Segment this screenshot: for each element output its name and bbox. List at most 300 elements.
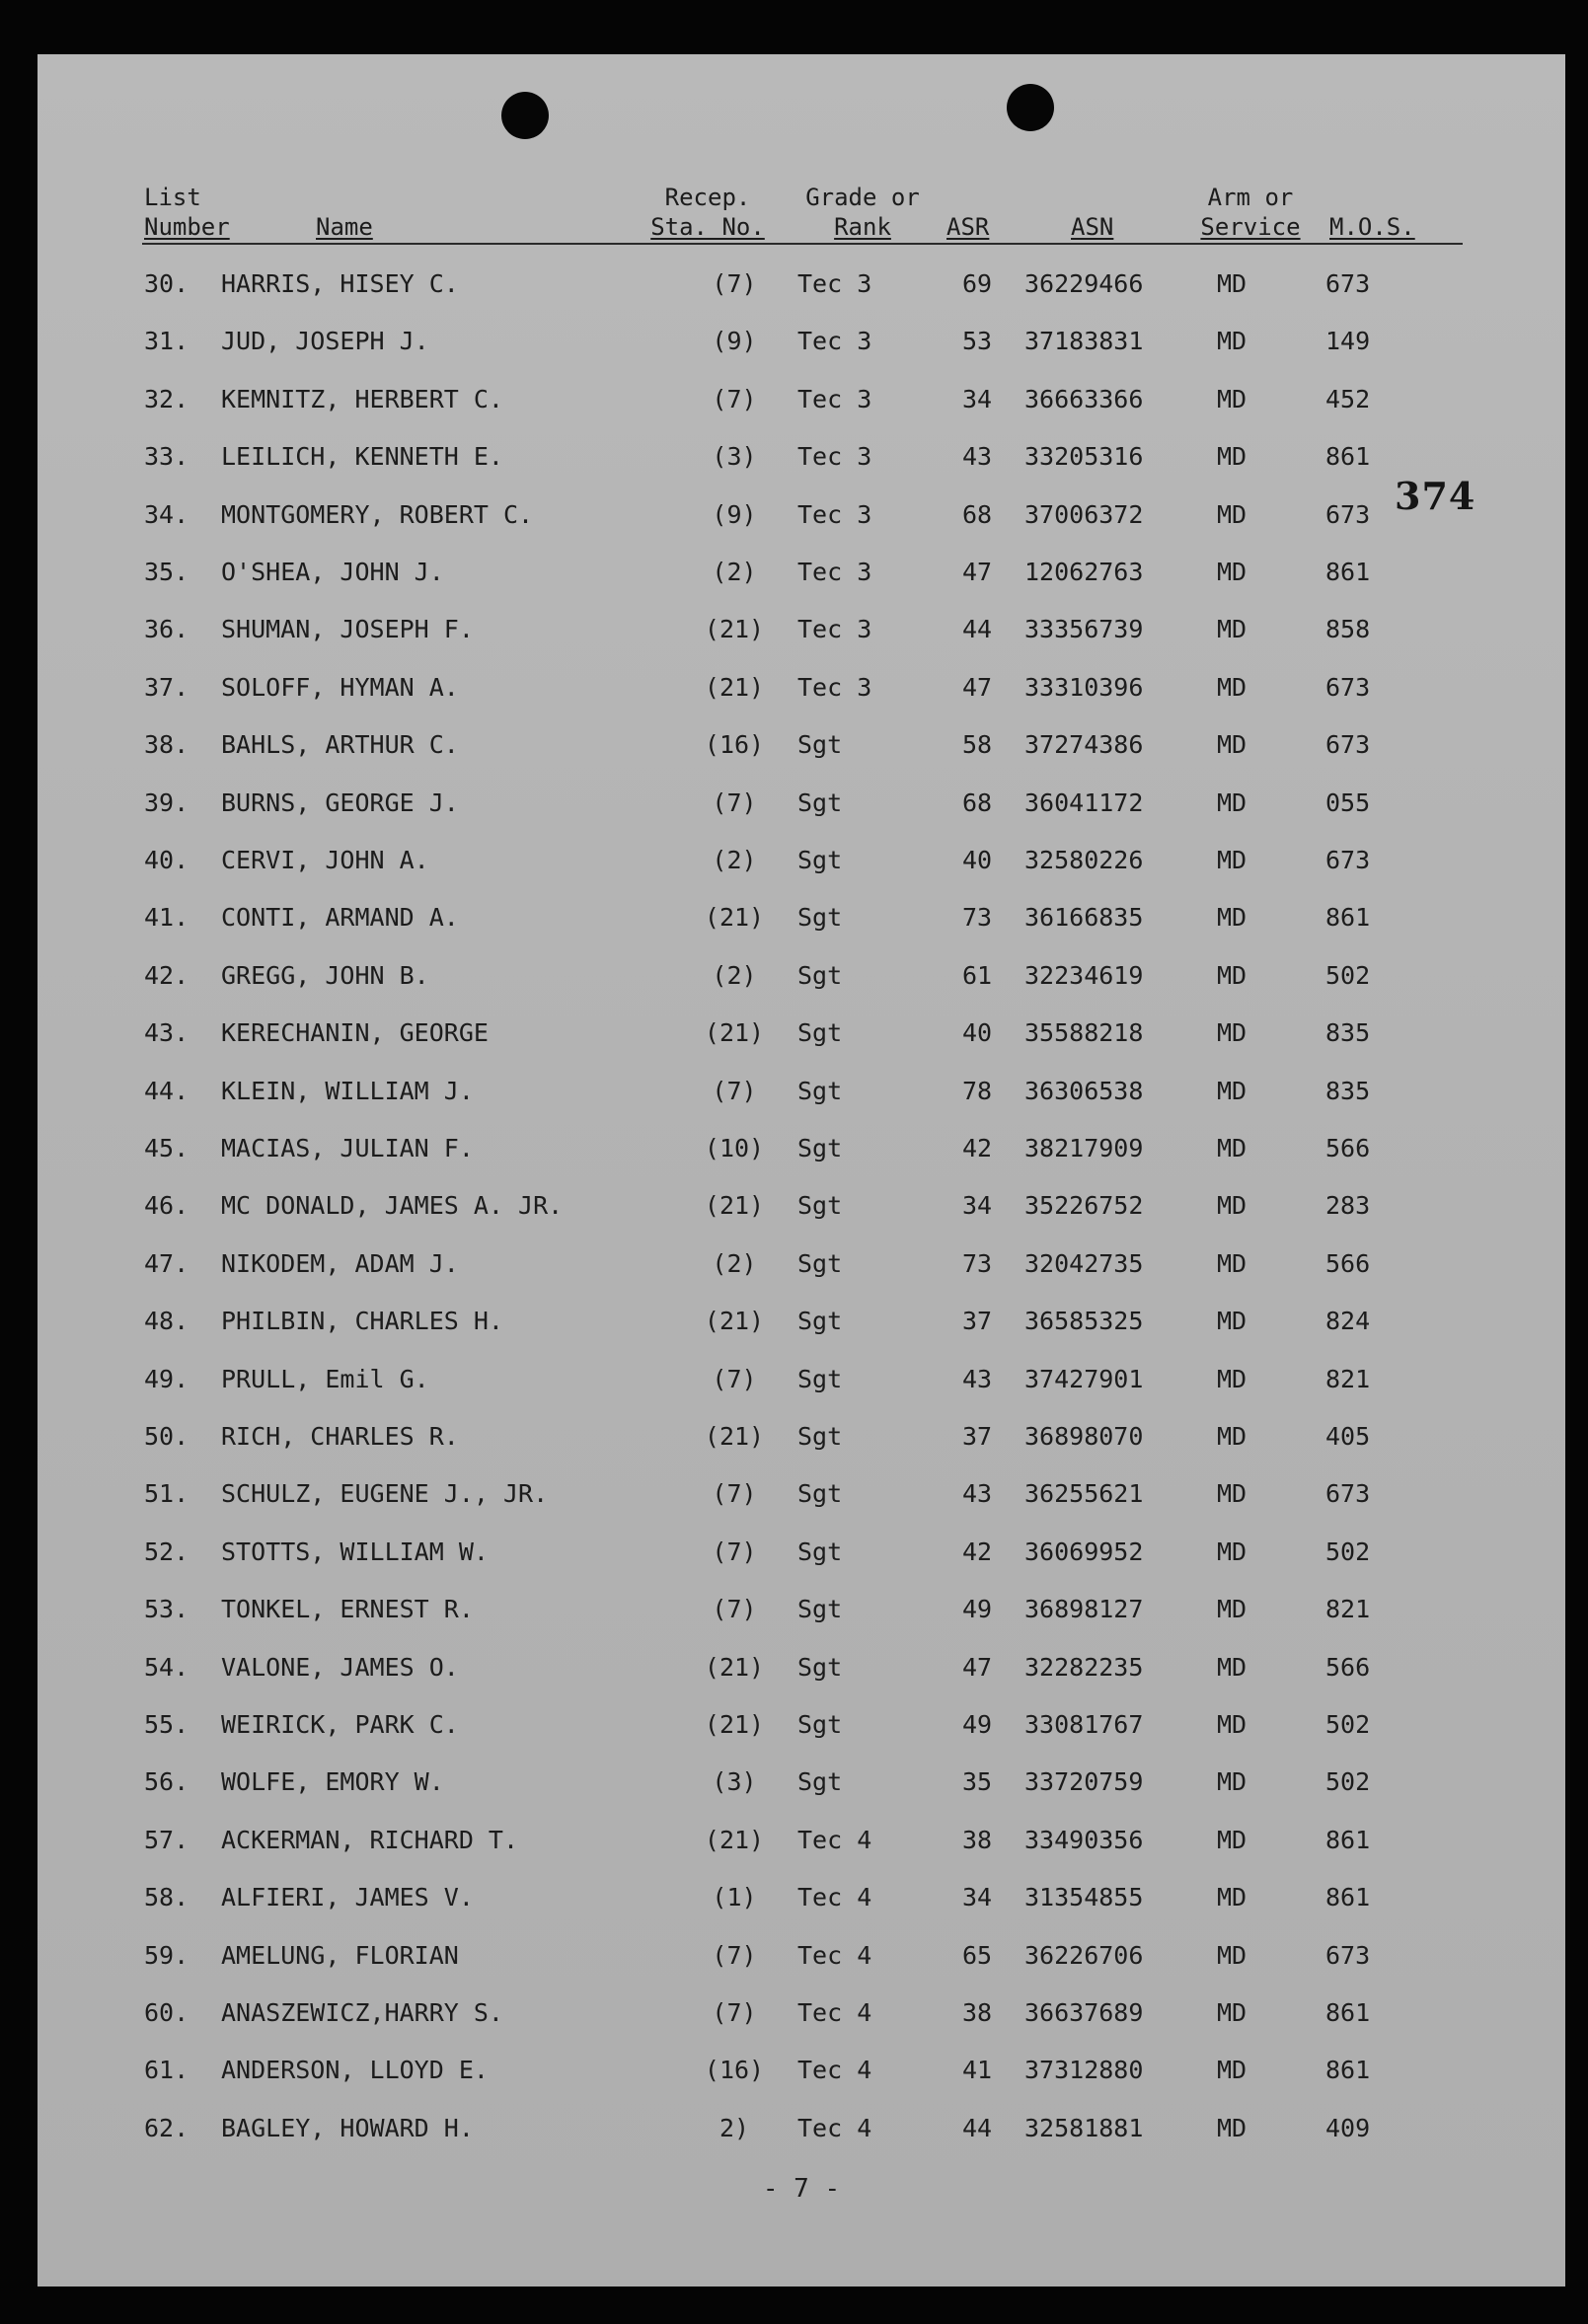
- list-number-cell: 36.: [144, 615, 189, 644]
- army-serial-number-cell: 36069952: [1024, 1537, 1144, 1566]
- mos-code-cell: 858: [1325, 615, 1371, 644]
- punch-hole-right: [1007, 84, 1054, 131]
- reception-station-cell: (7): [712, 1595, 757, 1624]
- asr-score-cell: 40: [961, 846, 993, 874]
- asr-score-cell: 34: [961, 384, 993, 413]
- asr-score-cell: 34: [961, 1191, 993, 1221]
- name-cell: ANDERSON, LLOYD E.: [221, 2056, 489, 2085]
- arm-service-cell: MD: [1217, 672, 1248, 702]
- reception-station-cell: (2): [712, 1248, 757, 1278]
- arm-service-cell: MD: [1217, 1940, 1248, 1970]
- table-row: [38, 1533, 1565, 1572]
- name-cell: TONKEL, ERNEST R.: [221, 1595, 474, 1624]
- list-number-cell: 52.: [144, 1537, 189, 1566]
- mos-code-cell: 673: [1325, 269, 1371, 298]
- table-row: [38, 1590, 1565, 1629]
- reception-station-cell: (7): [712, 269, 757, 298]
- table-row: [38, 1360, 1565, 1399]
- grade-rank-cell: Sgt: [797, 1248, 843, 1278]
- reception-station-cell: (9): [712, 327, 757, 356]
- arm-service-cell: MD: [1217, 442, 1248, 472]
- mos-code-cell: 861: [1325, 1998, 1371, 2027]
- header-grade-rank: Grade or Rank: [805, 184, 920, 241]
- reception-station-cell: (16): [704, 2056, 765, 2085]
- page-stamp-number: 374: [1395, 474, 1476, 518]
- table-row: [38, 1129, 1565, 1168]
- reception-station-cell: (21): [704, 1191, 765, 1221]
- reception-station-cell: (21): [704, 1652, 765, 1682]
- reception-station-cell: 2): [718, 2113, 750, 2142]
- grade-rank-cell: Sgt: [797, 1364, 843, 1393]
- reception-station-cell: (7): [712, 1479, 757, 1509]
- mos-code-cell: 055: [1325, 787, 1371, 817]
- army-serial-number-cell: 32282235: [1024, 1652, 1144, 1682]
- army-serial-number-cell: 33310396: [1024, 672, 1144, 702]
- grade-rank-cell: Tec 4: [797, 1825, 872, 1854]
- table-row: [38, 1936, 1565, 1976]
- asr-score-cell: 78: [961, 1076, 993, 1105]
- list-number-cell: 49.: [144, 1364, 189, 1393]
- mos-code-cell: 821: [1325, 1364, 1371, 1393]
- mos-code-cell: 502: [1325, 960, 1371, 990]
- reception-station-cell: (2): [712, 558, 757, 586]
- name-cell: WEIRICK, PARK C.: [221, 1710, 459, 1739]
- header-asn: ASN: [1071, 213, 1114, 241]
- grade-rank-cell: Tec 3: [797, 384, 872, 413]
- mos-code-cell: 673: [1325, 730, 1371, 760]
- mos-code-cell: 673: [1325, 672, 1371, 702]
- arm-service-cell: MD: [1217, 1825, 1248, 1854]
- army-serial-number-cell: 37312880: [1024, 2056, 1144, 2085]
- name-cell: BAGLEY, HOWARD H.: [221, 2113, 474, 2142]
- grade-rank-cell: Sgt: [797, 1076, 843, 1105]
- name-cell: BAHLS, ARTHUR C.: [221, 730, 459, 760]
- list-number-cell: 44.: [144, 1076, 189, 1105]
- table-row: [38, 1244, 1565, 1284]
- reception-station-cell: (21): [704, 1307, 765, 1336]
- grade-rank-cell: Tec 3: [797, 442, 872, 472]
- arm-service-cell: MD: [1217, 1248, 1248, 1278]
- grade-rank-cell: Sgt: [797, 1307, 843, 1336]
- grade-rank-cell: Sgt: [797, 1710, 843, 1739]
- document-page: [38, 54, 1565, 2287]
- army-serial-number-cell: 32581881: [1024, 2113, 1144, 2142]
- grade-rank-cell: Sgt: [797, 960, 843, 990]
- army-serial-number-cell: 36226706: [1024, 1940, 1144, 1970]
- table-row: [38, 1474, 1565, 1514]
- grade-rank-cell: Sgt: [797, 1652, 843, 1682]
- army-serial-number-cell: 37274386: [1024, 730, 1144, 760]
- arm-service-cell: MD: [1217, 384, 1248, 413]
- list-number-cell: 47.: [144, 1248, 189, 1278]
- header-asr: ASR: [946, 213, 990, 241]
- name-cell: MC DONALD, JAMES A. JR.: [221, 1191, 564, 1221]
- list-number-cell: 48.: [144, 1307, 189, 1336]
- army-serial-number-cell: 33490356: [1024, 1825, 1144, 1854]
- asr-score-cell: 41: [961, 2056, 993, 2085]
- name-cell: PRULL, Emil G.: [221, 1364, 429, 1393]
- table-row: [38, 264, 1565, 304]
- name-cell: SHUMAN, JOSEPH F.: [221, 615, 474, 644]
- name-cell: CONTI, ARMAND A.: [221, 903, 459, 933]
- arm-service-cell: MD: [1217, 2113, 1248, 2142]
- name-cell: SCHULZ, EUGENE J., JR.: [221, 1479, 549, 1509]
- army-serial-number-cell: 36898070: [1024, 1422, 1144, 1451]
- name-cell: HARRIS, HISEY C.: [221, 269, 459, 298]
- reception-station-cell: (7): [712, 1940, 757, 1970]
- asr-score-cell: 65: [961, 1940, 993, 1970]
- arm-service-cell: MD: [1217, 960, 1248, 990]
- army-serial-number-cell: 32580226: [1024, 846, 1144, 874]
- table-row: [38, 2109, 1565, 2148]
- list-number-cell: 41.: [144, 903, 189, 933]
- list-number-cell: 39.: [144, 787, 189, 817]
- list-number-cell: 46.: [144, 1191, 189, 1221]
- grade-rank-cell: Sgt: [797, 1479, 843, 1509]
- arm-service-cell: MD: [1217, 787, 1248, 817]
- grade-rank-cell: Sgt: [797, 846, 843, 874]
- name-cell: MACIAS, JULIAN F.: [221, 1134, 474, 1162]
- asr-score-cell: 38: [961, 1998, 993, 2027]
- list-number-cell: 42.: [144, 960, 189, 990]
- asr-score-cell: 43: [961, 1364, 993, 1393]
- name-cell: ACKERMAN, RICHARD T.: [221, 1825, 519, 1854]
- army-serial-number-cell: 33720759: [1024, 1767, 1144, 1797]
- grade-rank-cell: Sgt: [797, 903, 843, 933]
- army-serial-number-cell: 37006372: [1024, 499, 1144, 529]
- asr-score-cell: 73: [961, 1248, 993, 1278]
- reception-station-cell: (21): [704, 615, 765, 644]
- list-number-cell: 40.: [144, 846, 189, 874]
- table-row: [38, 956, 1565, 996]
- table-row: [38, 1878, 1565, 1917]
- name-cell: ALFIERI, JAMES V.: [221, 1883, 474, 1912]
- asr-score-cell: 58: [961, 730, 993, 760]
- army-serial-number-cell: 36229466: [1024, 269, 1144, 298]
- mos-code-cell: 566: [1325, 1248, 1371, 1278]
- name-cell: STOTTS, WILLIAM W.: [221, 1537, 489, 1566]
- army-serial-number-cell: 36898127: [1024, 1595, 1144, 1624]
- table-row: [38, 1762, 1565, 1802]
- header-mos: M.O.S.: [1329, 213, 1415, 241]
- army-serial-number-cell: 33356739: [1024, 615, 1144, 644]
- grade-rank-cell: Sgt: [797, 1595, 843, 1624]
- arm-service-cell: MD: [1217, 1422, 1248, 1451]
- arm-service-cell: MD: [1217, 846, 1248, 874]
- list-number-cell: 62.: [144, 2113, 189, 2142]
- grade-rank-cell: Tec 4: [797, 2056, 872, 2085]
- header-recep-sta: Recep. Sta. No.: [650, 184, 765, 241]
- table-row: [38, 610, 1565, 649]
- grade-rank-cell: Tec 4: [797, 2113, 872, 2142]
- list-number-cell: 57.: [144, 1825, 189, 1854]
- mos-code-cell: 861: [1325, 903, 1371, 933]
- table-row: [38, 1302, 1565, 1341]
- name-cell: O'SHEA, JOHN J.: [221, 558, 444, 586]
- grade-rank-cell: Tec 3: [797, 499, 872, 529]
- army-serial-number-cell: 35588218: [1024, 1018, 1144, 1048]
- arm-service-cell: MD: [1217, 1595, 1248, 1624]
- arm-service-cell: MD: [1217, 1710, 1248, 1739]
- reception-station-cell: (7): [712, 1998, 757, 2027]
- reception-station-cell: (7): [712, 1076, 757, 1105]
- list-number-cell: 45.: [144, 1134, 189, 1162]
- table-row: [38, 784, 1565, 823]
- reception-station-cell: (16): [704, 730, 765, 760]
- list-number-cell: 37.: [144, 672, 189, 702]
- grade-rank-cell: Tec 3: [797, 269, 872, 298]
- army-serial-number-cell: 32234619: [1024, 960, 1144, 990]
- arm-service-cell: MD: [1217, 1479, 1248, 1509]
- mos-code-cell: 566: [1325, 1652, 1371, 1682]
- mos-code-cell: 821: [1325, 1595, 1371, 1624]
- name-cell: LEILICH, KENNETH E.: [221, 442, 503, 472]
- arm-service-cell: MD: [1217, 499, 1248, 529]
- mos-code-cell: 673: [1325, 499, 1371, 529]
- asr-score-cell: 68: [961, 787, 993, 817]
- reception-station-cell: (21): [704, 1018, 765, 1048]
- arm-service-cell: MD: [1217, 1883, 1248, 1912]
- asr-score-cell: 53: [961, 327, 993, 356]
- name-cell: BURNS, GEORGE J.: [221, 787, 459, 817]
- mos-code-cell: 861: [1325, 1825, 1371, 1854]
- table-row: [38, 2051, 1565, 2090]
- table-row: [38, 322, 1565, 361]
- army-serial-number-cell: 31354855: [1024, 1883, 1144, 1912]
- reception-station-cell: (7): [712, 1537, 757, 1566]
- name-cell: KERECHANIN, GEORGE: [221, 1018, 489, 1048]
- asr-score-cell: 37: [961, 1422, 993, 1451]
- arm-service-cell: MD: [1217, 1134, 1248, 1162]
- name-cell: KEMNITZ, HERBERT C.: [221, 384, 503, 413]
- list-number-cell: 35.: [144, 558, 189, 586]
- table-row: [38, 1821, 1565, 1860]
- mos-code-cell: 861: [1325, 558, 1371, 586]
- table-row: [38, 1013, 1565, 1053]
- arm-service-cell: MD: [1217, 327, 1248, 356]
- army-serial-number-cell: 36637689: [1024, 1998, 1144, 2027]
- list-number-cell: 43.: [144, 1018, 189, 1048]
- asr-score-cell: 34: [961, 1883, 993, 1912]
- name-cell: WOLFE, EMORY W.: [221, 1767, 444, 1797]
- list-number-cell: 54.: [144, 1652, 189, 1682]
- army-serial-number-cell: 33081767: [1024, 1710, 1144, 1739]
- reception-station-cell: (9): [712, 499, 757, 529]
- list-number-cell: 31.: [144, 327, 189, 356]
- army-serial-number-cell: 35226752: [1024, 1191, 1144, 1221]
- army-serial-number-cell: 33205316: [1024, 442, 1144, 472]
- header-list-number: List Number: [144, 184, 230, 241]
- list-number-cell: 58.: [144, 1883, 189, 1912]
- name-cell: JUD, JOSEPH J.: [221, 327, 429, 356]
- arm-service-cell: MD: [1217, 1537, 1248, 1566]
- arm-service-cell: MD: [1217, 1652, 1248, 1682]
- mos-code-cell: 673: [1325, 1940, 1371, 1970]
- mos-code-cell: 835: [1325, 1076, 1371, 1105]
- asr-score-cell: 40: [961, 1018, 993, 1048]
- army-serial-number-cell: 36166835: [1024, 903, 1144, 933]
- arm-service-cell: MD: [1217, 1076, 1248, 1105]
- army-serial-number-cell: 36663366: [1024, 384, 1144, 413]
- name-cell: PHILBIN, CHARLES H.: [221, 1307, 503, 1336]
- asr-score-cell: 37: [961, 1307, 993, 1336]
- reception-station-cell: (21): [704, 903, 765, 933]
- table-row: [38, 1417, 1565, 1457]
- name-cell: NIKODEM, ADAM J.: [221, 1248, 459, 1278]
- reception-station-cell: (7): [712, 384, 757, 413]
- army-serial-number-cell: 37427901: [1024, 1364, 1144, 1393]
- grade-rank-cell: Sgt: [797, 1191, 843, 1221]
- mos-code-cell: 409: [1325, 2113, 1371, 2142]
- table-row: [38, 898, 1565, 937]
- arm-service-cell: MD: [1217, 1364, 1248, 1393]
- grade-rank-cell: Tec 4: [797, 1940, 872, 1970]
- table-row: [38, 841, 1565, 880]
- mos-code-cell: 502: [1325, 1710, 1371, 1739]
- arm-service-cell: MD: [1217, 1307, 1248, 1336]
- arm-service-cell: MD: [1217, 269, 1248, 298]
- table-row: [38, 1648, 1565, 1687]
- arm-service-cell: MD: [1217, 1191, 1248, 1221]
- grade-rank-cell: Sgt: [797, 1537, 843, 1566]
- grade-rank-cell: Sgt: [797, 787, 843, 817]
- table-row: [38, 1993, 1565, 2033]
- mos-code-cell: 283: [1325, 1191, 1371, 1221]
- list-number-cell: 32.: [144, 384, 189, 413]
- grade-rank-cell: Sgt: [797, 1018, 843, 1048]
- asr-score-cell: 42: [961, 1134, 993, 1162]
- arm-service-cell: MD: [1217, 615, 1248, 644]
- grade-rank-cell: Tec 3: [797, 615, 872, 644]
- name-cell: ANASZEWICZ,HARRY S.: [221, 1998, 503, 2027]
- arm-service-cell: MD: [1217, 903, 1248, 933]
- mos-code-cell: 149: [1325, 327, 1371, 356]
- arm-service-cell: MD: [1217, 2056, 1248, 2085]
- asr-score-cell: 47: [961, 1652, 993, 1682]
- mos-code-cell: 861: [1325, 1883, 1371, 1912]
- table-row: [38, 725, 1565, 765]
- list-number-cell: 53.: [144, 1595, 189, 1624]
- asr-score-cell: 43: [961, 442, 993, 472]
- mos-code-cell: 452: [1325, 384, 1371, 413]
- asr-score-cell: 42: [961, 1537, 993, 1566]
- list-number-cell: 50.: [144, 1422, 189, 1451]
- list-number-cell: 59.: [144, 1940, 189, 1970]
- reception-station-cell: (3): [712, 442, 757, 472]
- list-number-cell: 56.: [144, 1767, 189, 1797]
- list-number-cell: 30.: [144, 269, 189, 298]
- reception-station-cell: (7): [712, 1364, 757, 1393]
- arm-service-cell: MD: [1217, 1767, 1248, 1797]
- name-cell: AMELUNG, FLORIAN: [221, 1940, 459, 1970]
- grade-rank-cell: Tec 3: [797, 327, 872, 356]
- mos-code-cell: 861: [1325, 2056, 1371, 2085]
- reception-station-cell: (7): [712, 787, 757, 817]
- reception-station-cell: (21): [704, 1825, 765, 1854]
- grade-rank-cell: Tec 4: [797, 1998, 872, 2027]
- name-cell: RICH, CHARLES R.: [221, 1422, 459, 1451]
- arm-service-cell: MD: [1217, 1018, 1248, 1048]
- asr-score-cell: 47: [961, 672, 993, 702]
- grade-rank-cell: Sgt: [797, 1134, 843, 1162]
- asr-score-cell: 44: [961, 615, 993, 644]
- name-cell: MONTGOMERY, ROBERT C.: [221, 499, 534, 529]
- army-serial-number-cell: 38217909: [1024, 1134, 1144, 1162]
- asr-score-cell: 44: [961, 2113, 993, 2142]
- asr-score-cell: 47: [961, 558, 993, 586]
- table-row: [38, 1186, 1565, 1226]
- reception-station-cell: (2): [712, 960, 757, 990]
- mos-code-cell: 673: [1325, 1479, 1371, 1509]
- list-number-cell: 55.: [144, 1710, 189, 1739]
- list-number-cell: 38.: [144, 730, 189, 760]
- table-row: [38, 1072, 1565, 1111]
- reception-station-cell: (21): [704, 1710, 765, 1739]
- grade-rank-cell: Sgt: [797, 730, 843, 760]
- list-number-cell: 61.: [144, 2056, 189, 2085]
- army-serial-number-cell: 37183831: [1024, 327, 1144, 356]
- list-number-cell: 51.: [144, 1479, 189, 1509]
- reception-station-cell: (2): [712, 846, 757, 874]
- mos-code-cell: 673: [1325, 846, 1371, 874]
- reception-station-cell: (3): [712, 1767, 757, 1797]
- header-name: Name: [316, 213, 373, 241]
- asr-score-cell: 38: [961, 1825, 993, 1854]
- name-cell: KLEIN, WILLIAM J.: [221, 1076, 474, 1105]
- reception-station-cell: (10): [704, 1134, 765, 1162]
- asr-score-cell: 61: [961, 960, 993, 990]
- mos-code-cell: 861: [1325, 442, 1371, 472]
- army-serial-number-cell: 36255621: [1024, 1479, 1144, 1509]
- table-row: [38, 668, 1565, 708]
- header-arm-service: Arm or Service: [1200, 184, 1301, 241]
- punch-hole-left: [501, 92, 549, 139]
- list-number-cell: 33.: [144, 442, 189, 472]
- page-number: - 7 -: [762, 2174, 841, 2204]
- list-number-cell: 34.: [144, 499, 189, 529]
- grade-rank-cell: Sgt: [797, 1422, 843, 1451]
- asr-score-cell: 35: [961, 1767, 993, 1797]
- list-number-cell: 60.: [144, 1998, 189, 2027]
- table-row: [38, 437, 1565, 477]
- arm-service-cell: MD: [1217, 730, 1248, 760]
- grade-rank-cell: Tec 4: [797, 1883, 872, 1912]
- asr-score-cell: 43: [961, 1479, 993, 1509]
- name-cell: SOLOFF, HYMAN A.: [221, 672, 459, 702]
- grade-rank-cell: Tec 3: [797, 558, 872, 586]
- grade-rank-cell: Sgt: [797, 1767, 843, 1797]
- mos-code-cell: 502: [1325, 1537, 1371, 1566]
- army-serial-number-cell: 12062763: [1024, 558, 1144, 586]
- army-serial-number-cell: 36306538: [1024, 1076, 1144, 1105]
- army-serial-number-cell: 36041172: [1024, 787, 1144, 817]
- asr-score-cell: 49: [961, 1595, 993, 1624]
- army-serial-number-cell: 32042735: [1024, 1248, 1144, 1278]
- reception-station-cell: (21): [704, 672, 765, 702]
- table-row: [38, 1705, 1565, 1745]
- asr-score-cell: 73: [961, 903, 993, 933]
- name-cell: VALONE, JAMES O.: [221, 1652, 459, 1682]
- grade-rank-cell: Tec 3: [797, 672, 872, 702]
- arm-service-cell: MD: [1217, 1998, 1248, 2027]
- table-row: [38, 380, 1565, 419]
- reception-station-cell: (21): [704, 1422, 765, 1451]
- mos-code-cell: 824: [1325, 1307, 1371, 1336]
- mos-code-cell: 566: [1325, 1134, 1371, 1162]
- mos-code-cell: 835: [1325, 1018, 1371, 1048]
- table-row: [38, 495, 1565, 535]
- asr-score-cell: 69: [961, 269, 993, 298]
